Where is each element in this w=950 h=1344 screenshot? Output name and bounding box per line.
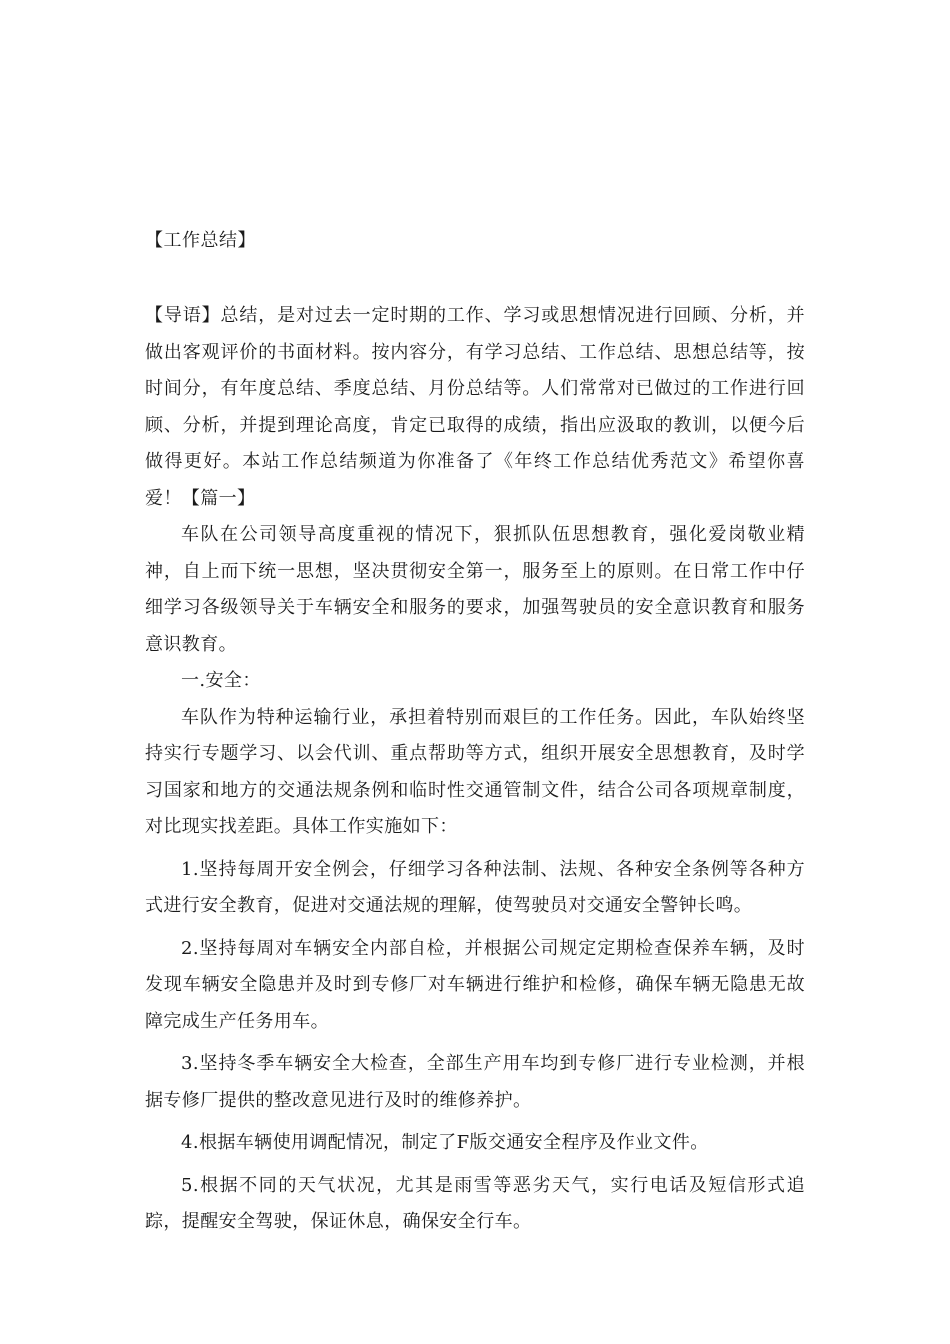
- list-item-1: 1.坚持每周开安全例会，仔细学习各种法制、法规、各种安全条例等各种方式进行安全教育，促进对交通法规的理解，使驾驶员对交通安全警钟长鸣。: [145, 858, 805, 916]
- list-item-2: 2.坚持每周对车辆安全内部自检，并根据公司规定定期检查保养车辆，及时发现车辆安全隐患并及时到专修厂对车辆进行维护和检修，确保车辆无隐患无故障完成生产任务用车。: [145, 937, 805, 1032]
- list-item-3: 3.坚持冬季车辆安全大检查，全部生产用车均到专修厂进行专业检测，并根据专修厂提供的整改意见进行及时的维修养护。: [145, 1053, 805, 1111]
- intro-paragraph: 【导语】总结，是对过去一定时期的工作、学习或思想情况进行回顾、分析，并做出客观评价的书面材料。按内容分，有学习总结、工作总结、思想总结等，按时间分，有年度总结、季度总结、月份总结等。人们常常对已做过的工作进行回顾、分析，并提到理论高度，肯定已取得的成绩，指出应汲取的教训，以便今后做得更好。本站工作总结频道为你准备了《年终工作总结优秀范文》希望你喜爱！【篇一】: [145, 305, 805, 509]
- section-title: 【工作总结】: [145, 230, 256, 251]
- document-page: [145, 226, 805, 1241]
- list-item-4: 4.根据车辆使用调配情况，制定了F版交通安全程序及作业文件。: [181, 1132, 709, 1153]
- subheading-safety: 一.安全：: [181, 670, 261, 691]
- body-paragraph-2: 车队作为特种运输行业，承担着特别而艰巨的工作任务。因此，车队始终坚持实行专题学习、以会代训、重点帮助等方式，组织开展安全思想教育，及时学习国家和地方的交通法规条例和临时性交通管制文件，结合公司各项规章制度，对比现实找差距。具体工作实施如下：: [145, 706, 805, 837]
- body-paragraph-1: 车队在公司领导高度重视的情况下，狠抓队伍思想教育，强化爱岗敬业精神，自上而下统一思想，坚决贯彻安全第一，服务至上的原则。在日常工作中仔细学习各级领导关于车辆安全和服务的要求，加强驾驶员的安全意识教育和服务意识教育。: [145, 524, 805, 655]
- list-item-5: 5.根据不同的天气状况，尤其是雨雪等恶劣天气，实行电话及短信形式追踪，提醒安全驾驶，保证休息，确保安全行车。: [145, 1174, 805, 1232]
